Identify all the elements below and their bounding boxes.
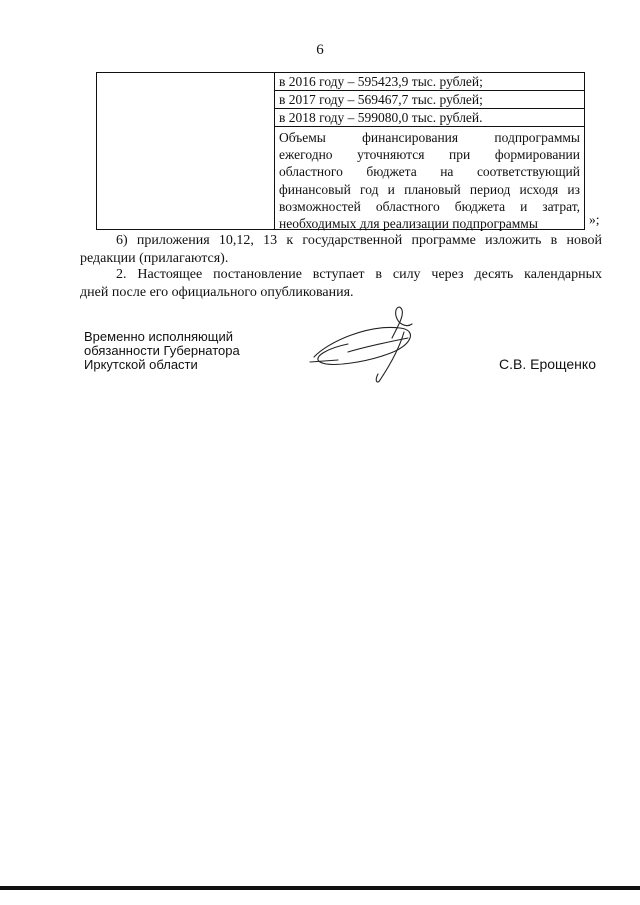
table-row-2016 [275,73,584,91]
note-line: необходимых для реализации подпрограммы [279,215,538,231]
page-number: 6 [316,42,324,58]
funding-2016: в 2016 году – 595423,9 тыс. рублей; [279,74,483,89]
signer-title [84,330,240,372]
signer-title-line: Иркутской области [84,357,198,372]
funding-2017: в 2017 году – 569467,7 тыс. рублей; [279,92,483,107]
table-right-cell [275,73,584,229]
paragraph-line: редакции (прилагаются). [80,251,229,266]
signer-title-line: Временно исполняющий [84,329,234,344]
signer-title-line: обязанности Губернатора [84,343,240,358]
funding-2018: в 2018 году – 599080,0 тыс. рублей. [279,110,483,125]
note-line: ежегодно уточняются при формировании [279,147,580,163]
funding-table [96,72,585,230]
table-left-cell [97,73,275,229]
funding-note [279,129,580,232]
page-bottom-bar [0,886,640,890]
paragraph-line: дней после его официального опубликования. [80,285,354,300]
paragraph-item-b [80,232,602,268]
note-line: Объемы финансирования подпрограммы [279,130,580,145]
paragraph-line: 6) приложения 10,12, 13 к государственной программе изложить в новой [116,233,602,248]
table-row-2017 [275,91,584,109]
table-row-2018 [275,109,584,127]
note-line: областного бюджета на соответствующий [279,164,580,180]
note-line: финансовый год и плановый период исходя из [279,181,580,197]
paragraph-line: 2. Настоящее постановление вступает в силу через десять календарных [116,267,602,282]
note-line: возможностей областного бюджета и затрат, [279,198,580,214]
closing-quote: »; [589,212,600,227]
signer-name: С.В. Ерощенко [499,356,596,372]
paragraph-item-2 [80,266,602,302]
handwritten-signature [308,302,428,387]
